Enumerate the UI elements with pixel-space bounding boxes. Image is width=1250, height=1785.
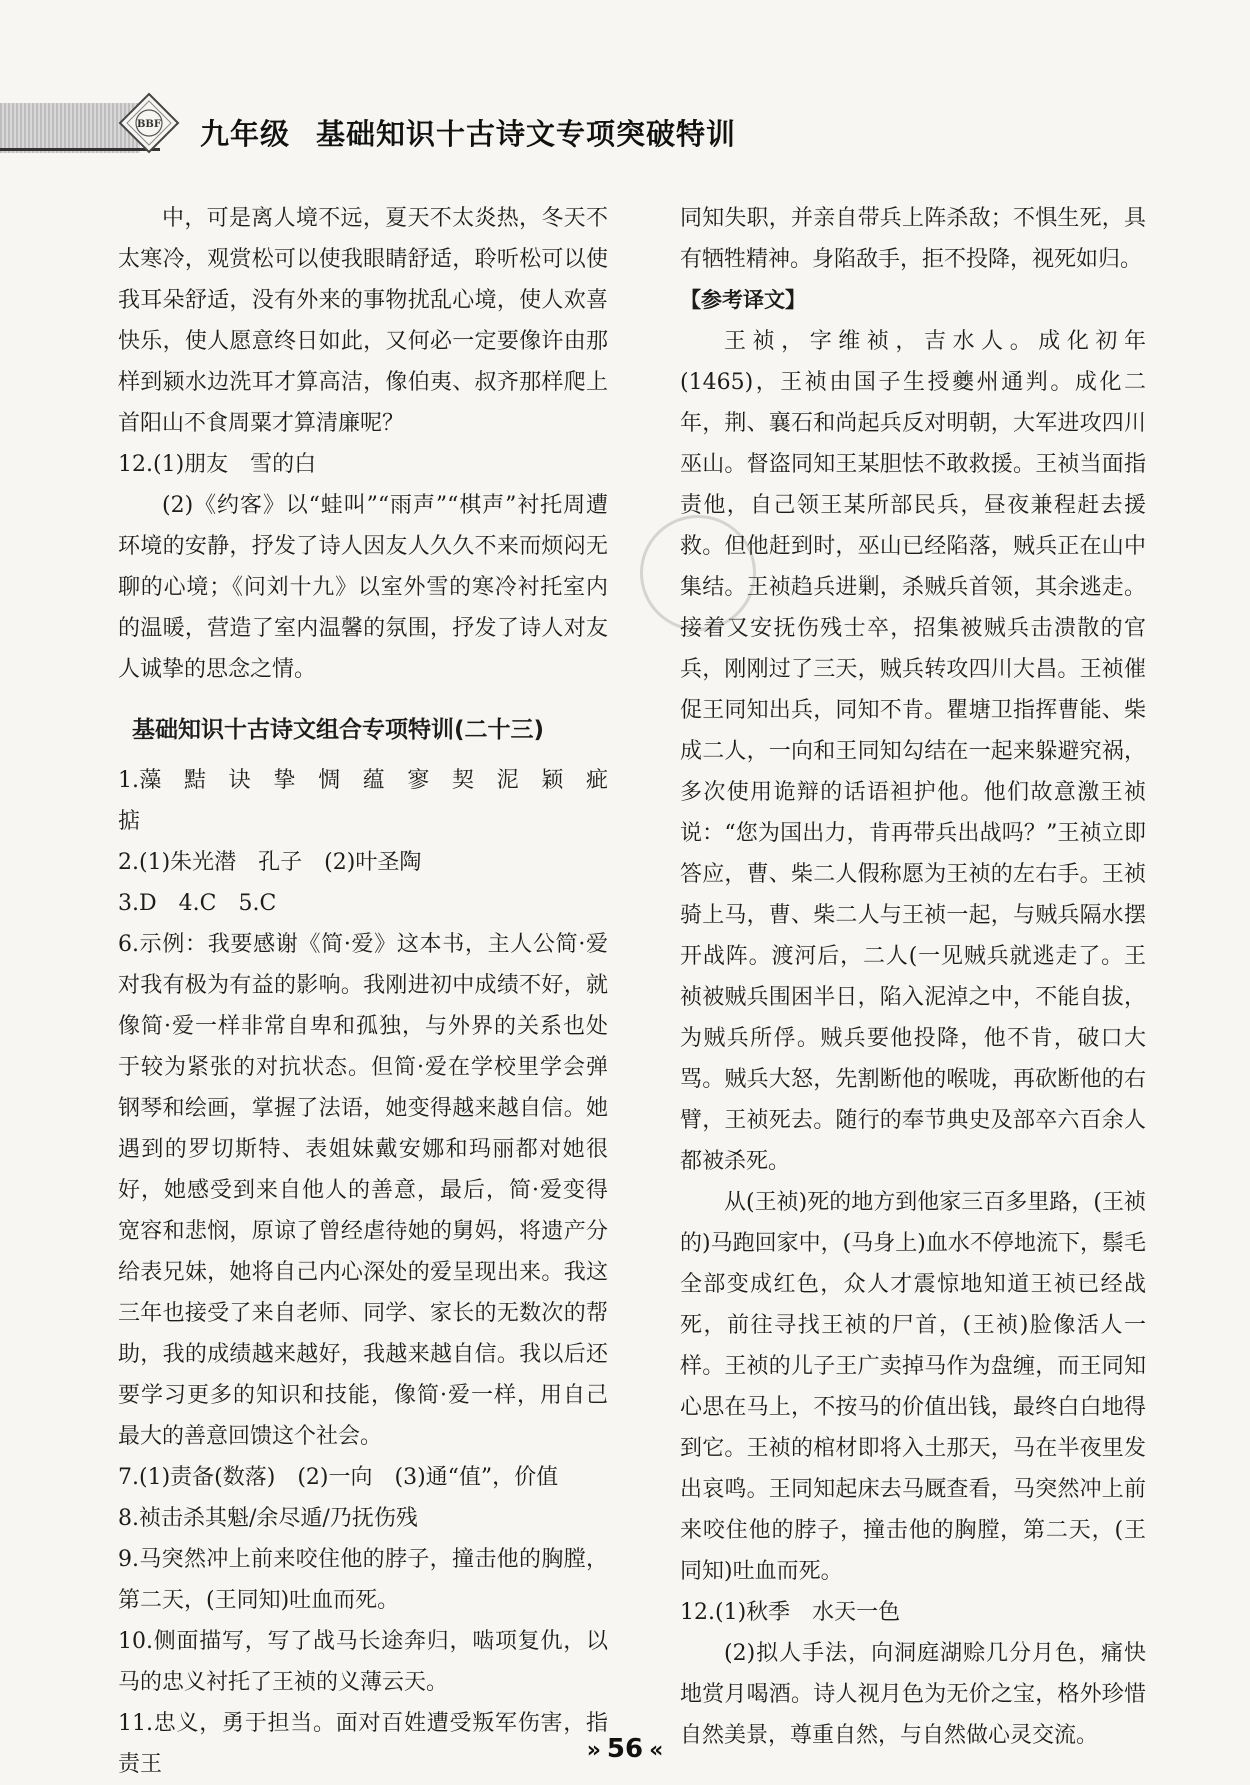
answer-item-11-cont: 同知失职，并亲自带兵上阵杀敌；不惧生死，具有牺牲精神。身陷敌手，拒不投降，视死如归。 <box>680 206 1146 272</box>
page-mark-left: » <box>586 1738 601 1763</box>
grade-label: 九年级 <box>200 117 291 151</box>
answer-item-12-1: 12.(1)秋季 水天一色 <box>680 1600 901 1625</box>
answer-item-12-2: (2)《约客》以“蛙叫”“雨声”“棋声”衬托周遭环境的安静，抒发了诗人因友人久久不来而烦闷无聊的心境；《问刘十九》以室外雪的寒冷衬托室内的温暖，营造了室内温馨的氛围，抒发了诗人对友人诚挚的思念之情。 <box>118 493 608 682</box>
translation-paragraph: 王祯，字维祯，吉水人。成化初年(1465)，王祯由国子生授夔州通判。成化二年，荆、襄石和尚起兵反对明朝，大军进攻四川巫山。督盗同知王某胆怯不敢救援。王祯当面指责他，自己领王某所部民兵，昼夜兼程赶去援救。但他赶到时，巫山已经陷落，贼兵正在山中集结。王祯趋兵进剿，杀贼兵首领，其余逃走。接着又安抚伤残士卒，招集被贼兵击溃散的官兵，刚刚过了三天，贼兵转攻四川大昌。王祯催促王同知出兵，同知不肯。瞿塘卫指挥曹能、柴成二人，一向和王同知勾结在一起来躲避究祸，多次使用诡辩的话语袒护他。他们故意激王祯说：“您为国出力，肯再带兵出战吗？”王祯立即答应，曹、柴二人假称愿为王祯的左右手。王祯骑上马，曹、柴二人与王祯一起，与贼兵隔水摆开战阵。渡河后，二人(一见贼兵就逃走了。王祯被贼兵围困半日，陷入泥淖之中，不能自拔，为贼兵所俘。贼兵要他投降，他不肯，破口大骂。贼兵大怒，先割断他的喉咙，再砍断他的右臂，王祯死去。随行的奉节典史及部卒六百余人都被杀死。 <box>680 329 1146 1174</box>
answer-item-11: 11.忠义，勇于担当。面对百姓遭受叛军伤害，指责王 <box>118 1711 608 1777</box>
answer-item-2: 2.(1)朱光潜 孔子 (2)叶圣陶 <box>118 850 422 875</box>
answer-item-12-2: (2)拟人手法，向洞庭湖赊几分月色，痛快地赏月喝酒。诗人视月色为无价之宝，格外珍惜自然美景，尊重自然，与自然做心灵交流。 <box>680 1641 1146 1748</box>
answer-item-8: 8.祯击杀其魁/余尽遁/乃抚伤残 <box>118 1506 418 1531</box>
svg-text:BBF: BBF <box>136 119 162 130</box>
answer-item-12-1: 12.(1)朋友 雪的白 <box>118 452 317 477</box>
publisher-logo <box>118 92 180 154</box>
answer-item-9: 9.马突然冲上前来咬住他的脖子，撞击他的胸膛，第二天，(王同知)吐血而死。 <box>118 1547 608 1613</box>
answer-item-3-5: 3.D 4.C 5.C <box>118 891 277 916</box>
page-number-value: 56 <box>606 1734 644 1764</box>
reference-translation-title: 【参考译文】 <box>680 288 806 312</box>
answer-item-6: 6.示例：我要感谢《简·爱》这本书，主人公简·爱对我有极为有益的影响。我刚进初中成绩不好，就像简·爱一样非常自卑和孤独，与外界的关系也处于较为紧张的对抗状态。但简·爱在学校里学会弹钢琴和绘画，掌握了法语，她变得越来越自信。她遇到的罗切斯特、表姐妹戴安娜和玛丽都对她很好，她感受到来自他人的善意，最后，简·爱变得宽容和悲悯，原谅了曾经虐待她的舅妈，将遗产分给表兄妹，她将自己内心深处的爱呈现出来。我这三年也接受了来自老师、同学、家长的无数次的帮助，我的成绩越来越好，我越来越自信。我以后还要学习更多的知识和技能，像简·爱一样，用自己最大的善意回馈这个社会。 <box>118 932 608 1449</box>
answer-item-7: 7.(1)责备(数落) (2)一向 (3)通“值”，价值 <box>118 1465 559 1490</box>
page-number <box>0 1734 1250 1764</box>
right-column <box>680 198 1146 1756</box>
page-mark-right: « <box>649 1738 664 1763</box>
section-title: 基础知识十古诗文组合专项特训(二十三) <box>132 717 545 743</box>
answer-item-10: 10.侧面描写，写了战马长途奔归，啮项复仇，以马的忠义衬托了王祯的义薄云天。 <box>118 1629 608 1695</box>
answer-paragraph: 中，可是离人境不远，夏天不太炎热，冬天不太寒冷，观赏松可以使我眼睛舒适，聆听松可以使我耳朵舒适，没有外来的事物扰乱心境，使人欢喜快乐，使人愿意终日如此，又何必一定要像许由那样到颍水边洗耳才算高洁，像伯夷、叔齐那样爬上首阳山不食周粟才算清廉呢？ <box>118 206 608 436</box>
translation-paragraph: 从(王祯)死的地方到他家三百多里路，(王祯的)马跑回家中，(马身上)血水不停地流下，鬃毛全部变成红色，众人才震惊地知道王祯已经战死，前往寻找王祯的尸首，(王祯)脸像活人一样。王祯的儿子王广卖掉马作为盘缠，而王同知心思在马上，不按马的价值出钱，最终白白地得到它。王祯的棺材即将入土那天，马在半夜里发出哀鸣。王同知起床去马厩查看，马突然冲上前来咬住他的脖子，撞击他的胸膛，第二天，(王同知)吐血而死。 <box>680 1190 1146 1584</box>
answer-item-1: 1.藻 黠 诀 挚 惆 蕴 寥 契 泥 颖 疵 掂 <box>118 768 631 834</box>
book-title: 基础知识十古诗文专项突破特训 <box>316 117 737 151</box>
page-header-title <box>200 112 736 153</box>
